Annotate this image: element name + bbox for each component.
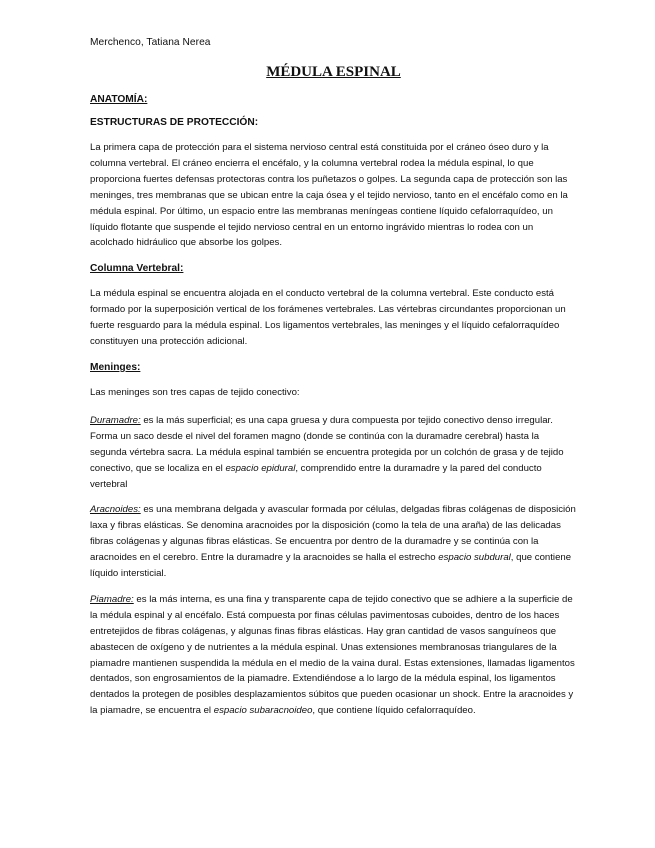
protection-structures-heading: ESTRUCTURAS DE PROTECCIÓN: [90, 117, 259, 128]
vertebral-column-paragraph: La médula espinal se encuentra alojada en el conducto vertebral de la columna vertebral. Este conducto está formado por la superposición vertical de los forámenes vertebrales. Las vértebras circundantes proporcionan un fuerte resguardo para la médula espinal. Los ligamentos vertebrales, las meninges y el líquido cefalorraquídeo constituyen una protección adicional. [90, 288, 566, 348]
duramadre-text-before: es la más superficial; es una capa gruesa y dura compuesta por tejido conectivo denso irregular. Forma un saco desde el nivel del foramen magno (donde se continúa con la duramadre cerebral) hasta la segunda vértebra sacra. La médula espinal también se encuentra protegida por un colchón de grasa y de tejido conectivo, que se localiza en el [90, 414, 564, 474]
duramadre-term: Duramadre: [90, 414, 141, 426]
subdural-space-term: espacio subdural [438, 552, 511, 564]
piamadre-text-after: , que contiene líquido cefalorraquídeo. [312, 705, 476, 717]
aracnoides-text-after: , que contiene líquido intersticial. [90, 552, 572, 580]
document-title: MÉDULA ESPINAL [266, 64, 401, 80]
aracnoides-paragraph [90, 502, 577, 582]
meninges-heading: Meninges: [90, 361, 141, 373]
epidural-space-term: espacio epidural [225, 462, 296, 474]
aracnoides-text-before: es una membrana delgada y avascular formada por células, delgadas fibras colágenas de disposición laxa y fibras elásticas. Se denomina aracnoides por la disposición (como la tela de una araña) de las delicadas fibras colágenas y algunas fibras elásticas. Se encuentra por dentro de la duramadre y se continúa con la aracnoides en el cerebro. Entre la duramadre y la aracnoides se halla el estrecho [90, 504, 576, 564]
anatomy-heading: ANATOMÍA: [90, 94, 148, 105]
author-header: Merchenco, Tatiana Nerea [90, 37, 211, 48]
piamadre-paragraph [90, 592, 577, 719]
protection-intro-paragraph: La primera capa de protección para el sistema nervioso central está constituida por el cráneo óseo duro y la columna vertebral. El cráneo encierra el encéfalo, y la columna vertebral rodea la médula espinal, lo que proporciona fuertes defensas protectoras contra los puñetazos o golpes. La segunda capa de protección son las meninges, tres membranas que se ubican entre la caja ósea y el tejido nervioso, tanto en el encéfalo como en la médula espinal. Por último, un espacio entre las membranas meníngeas contiene líquido cefalorraquídeo, un líquido flotante que suspende el tejido nervioso central en un entorno ingrávido mientras lo rodea con un acolchado hidráulico que absorbe los golpes. [90, 142, 568, 249]
meninges-intro: Las meninges son tres capas de tejido conectivo: [90, 386, 300, 398]
vertebral-column-heading: Columna Vertebral: [90, 263, 184, 275]
subarachnoid-space-term: espacio subaracnoideo [213, 705, 313, 717]
piamadre-term: Piamadre: [90, 593, 134, 605]
duramadre-paragraph [90, 413, 577, 493]
aracnoides-term: Aracnoides: [90, 504, 141, 516]
duramadre-text-after: , comprendido entre la duramadre y la pared del conducto vertebral [90, 462, 542, 490]
piamadre-text-before: es la más interna, es una fina y transparente capa de tejido conectivo que se adhiere a la superficie de la médula espinal y al encéfalo. Está compuesta por finas células pavimentosas cuboides, dentro de los haces entretejidos de fibras colágenas, y algunas finas fibras elásticas. Hay gran cantidad de vasos sanguíneos que abastecen de oxígeno y de nutrientes a la médula espinal. Unas extensiones membranosas triangulares de la piamadre mantienen suspendida la médula en el medio de la vaina dural. Estas extensiones, llamadas ligamentos dentados, son engrosamientos de la piamadre. Extendiéndose a lo largo de la médula espinal, los ligamentos dentados la protegen de posibles desplazamientos súbitos que pueden ocasionar un shock. Entre la aracnoides y la piamadre, se encuentra el [90, 593, 575, 717]
